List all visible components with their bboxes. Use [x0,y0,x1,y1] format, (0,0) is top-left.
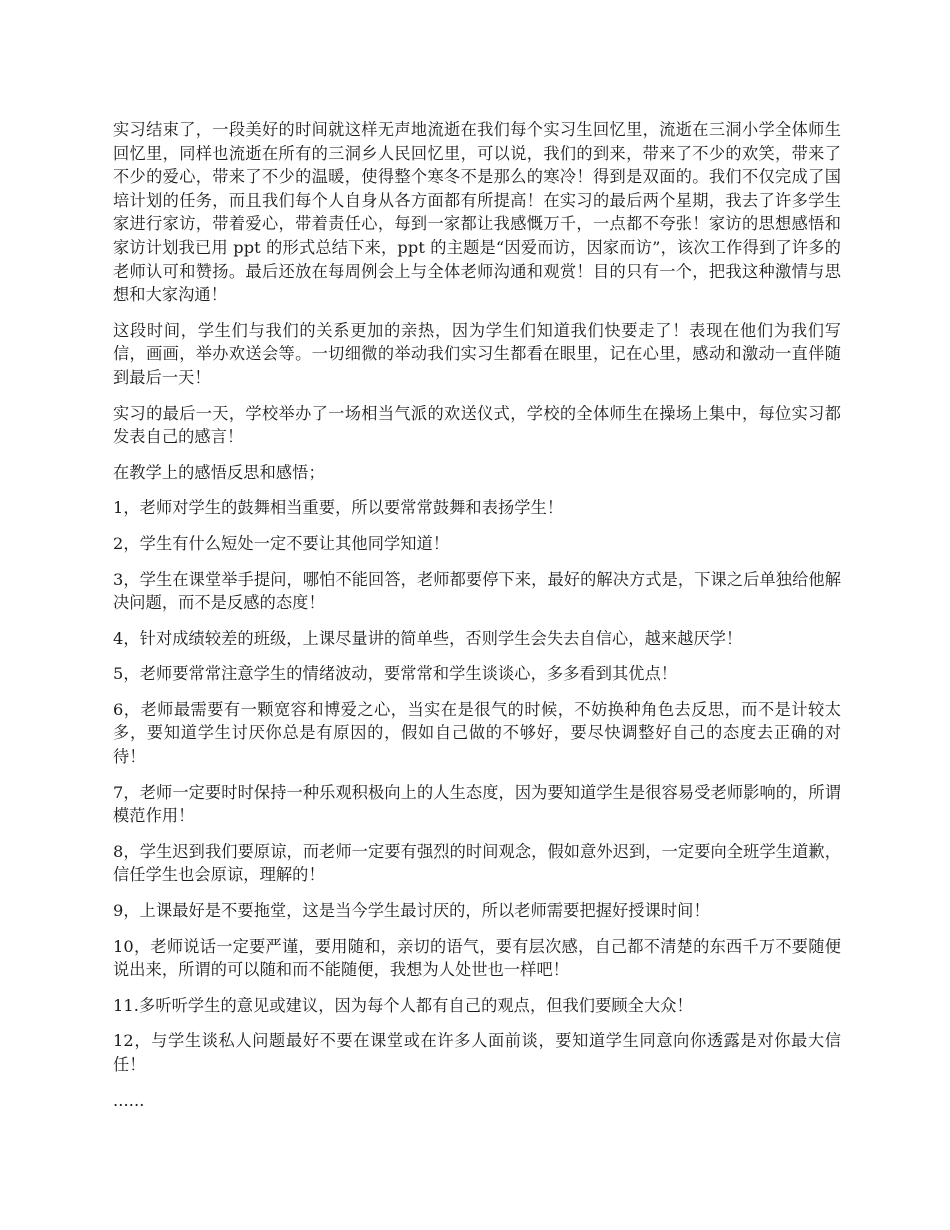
list-item: 6，老师最需要有一颗宽容和博爱之心，当实在是很气的时候，不妨换种角色去反思，而不是计较太多，要知道学生讨厌你总是有原因的，假如自己做的不够好，要尽快调整好自己的态度去正确的对待！ [113,699,841,767]
paragraph-teaching-reflection-heading: 在教学上的感悟反思和感悟； [113,462,325,482]
document-body [113,118,841,1124]
list-item: 5，老师要常常注意学生的情绪波动，要常常和学生谈谈心，多多看到其优点！ [113,664,678,684]
list-item: 3，学生在课堂举手提问，哪怕不能回答，老师都要停下来，最好的解决方式是，下课之后单独给他解决问题，而不是反感的态度！ [113,569,841,613]
paragraph-farewell-ceremony: 实习的最后一天，学校举办了一场相当气派的欢送仪式，学校的全体师生在操场上集中，每位实习都发表自己的感言！ [113,403,841,447]
list-item: 2，学生有什么短处一定不要让其他同学知道！ [113,533,450,553]
list-item: 4，针对成绩较差的班级，上课尽量讲的简单些，否则学生会失去自信心，越来越厌学！ [113,628,743,648]
paragraph-summary: 实习结束了，一段美好的时间就这样无声地流逝在我们每个实习生回忆里，流逝在三洞小学全体师生回忆里，同样也流逝在所有的三洞乡人民回忆里，可以说，我们的到来，带来了不少的欢笑，带来了不少的爱心，带来了不少的温暖，使得整个寒冬不是那么的寒冷！得到是双面的。我们不仅完成了国培计划的任务，而且我们每个人自身从各方面都有所提高！在实习的最后两个星期，我去了许多学生家进行家访，带着爱心，带着责任心，每到一家都让我感慨万千，一点都不夸张！家访的思想感悟和家访计划我已用 ppt 的形式总结下来，ppt 的主题是“因爱而访，因家而访”，该次工作得到了许多的老师认可和赞扬。最后还放在每周例会上与全体老师沟通和观赏！目的只有一个，把我这种激情与思想和大家沟通！ [113,120,841,305]
ellipsis: ...... [113,1090,145,1110]
list-item: 7，老师一定要时时保持一种乐观积极向上的人生态度，因为要知道学生是很容易受老师影响的，所谓模范作用！ [113,782,841,826]
list-item: 9，上课最好是不要拖堂，这是当今学生最讨厌的，所以老师需要把握好授课时间！ [113,901,710,921]
list-item: 12，与学生谈私人问题最好不要在课堂或在许多人面前谈，要知道学生同意向你透露是对你最大信任！ [113,1031,841,1074]
list-item: 10，老师说话一定要严谨，要用随和，亲切的语气，要有层次感，自己都不清楚的东西千万不要随便说出来，所谓的可以随和而不能随便，我想为人处世也一样吧！ [113,936,841,980]
list-item: 11.多听听学生的意见或建议，因为每个人都有自己的观点，但我们要顾全大众！ [113,995,693,1015]
list-item: 1，老师对学生的鼓舞相当重要，所以要常常鼓舞和表扬学生！ [113,498,564,518]
list-item: 8，学生迟到我们要原谅，而老师一定要有强烈的时间观念，假如意外迟到，一定要向全班学生道歉，信任学生也会原谅，理解的！ [113,841,841,885]
paragraph-students-relationship: 这段时间，学生们与我们的关系更加的亲热，因为学生们知道我们快要走了！表现在他们为我们写信，画画，举办欢送会等。一切细微的举动我们实习生都看在眼里，记在心里，感动和激动一直伴随到最后一天！ [113,320,841,387]
